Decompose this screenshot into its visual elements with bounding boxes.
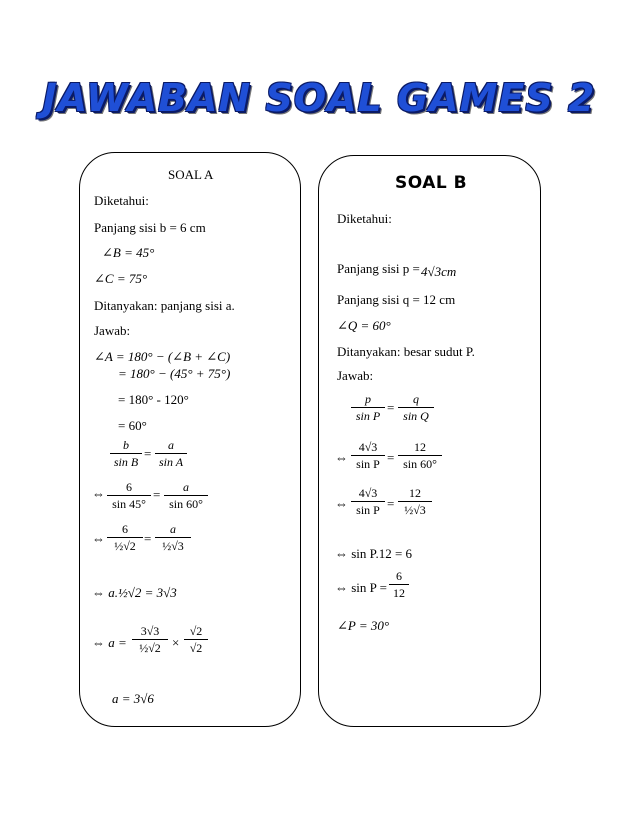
equals-sign: = <box>144 531 152 546</box>
soal-a-angle-c: ∠C = 75° <box>94 271 148 286</box>
soal-b-angle-q: ∠Q = 60° <box>337 318 391 333</box>
soal-b-law2-left: 4√3 sin P <box>351 440 385 471</box>
soal-a-step6-frac1: 3√3 ½√2 <box>132 624 168 655</box>
soal-a-law3-right: a ½√3 <box>155 522 191 553</box>
soal-a-law1-right: a sin A <box>155 438 187 469</box>
soal-b-header: SOAL B <box>395 173 468 193</box>
soal-b-sisi-p-value: 4√3cm <box>421 264 457 279</box>
soal-b-diketahui: Diketahui: <box>337 211 392 226</box>
soal-b-step2-frac: 6 12 <box>389 569 409 600</box>
soal-a-step1: ∠A = 180° − (∠B + ∠C) <box>94 349 231 364</box>
page-title: JAWABAN SOAL GAMES 2 <box>42 76 596 120</box>
equals-sign: = <box>144 446 152 461</box>
equals-sign: = <box>387 450 395 465</box>
soal-a-law2-right: a sin 60° <box>164 480 208 511</box>
soal-a-step2: = 180° − (45° + 75°) <box>118 366 231 381</box>
soal-b-sisi-p-label: Panjang sisi p = <box>337 261 420 276</box>
iff-symbol: ⇔ <box>335 496 348 511</box>
soal-a-law1-left: b sin B <box>110 438 142 469</box>
soal-b-sisi-q: Panjang sisi q = 12 cm <box>337 292 456 307</box>
soal-b-law3-left: 4√3 sin P <box>351 486 385 517</box>
soal-a-step5: ⇔ a.½√2 = 3√3 <box>92 585 177 600</box>
soal-a-jawab: Jawab: <box>94 323 131 338</box>
soal-a-angle-b: ∠B = 45° <box>102 245 155 260</box>
soal-a-header: SOAL A <box>168 167 214 182</box>
soal-a-step6-frac2: √2 √2 <box>184 624 208 655</box>
soal-a-ditanyakan: Ditanyakan: panjang sisi a. <box>94 298 235 313</box>
soal-a-law3-left: 6 ½√2 <box>107 522 143 553</box>
soal-b-jawab: Jawab: <box>337 368 374 383</box>
soal-a-diketahui: Diketahui: <box>94 193 149 208</box>
iff-symbol: ⇔ <box>92 531 105 546</box>
soal-a-law2-left: 6 sin 45° <box>107 480 151 511</box>
soal-a-step4: = 60° <box>118 418 147 433</box>
soal-a-result: a = 3√6 <box>112 691 154 706</box>
equals-sign: = <box>387 400 395 415</box>
times-sign: × <box>172 635 180 650</box>
equals-sign: = <box>387 496 395 511</box>
equals-sign: = <box>153 487 161 502</box>
soal-b-step1: ⇔ sin P.12 = 6 <box>335 546 413 561</box>
soal-b-law2-right: 12 sin 60° <box>398 440 442 471</box>
soal-b-law1-left: p sin P <box>351 392 385 423</box>
soal-a-step3: = 180° - 120° <box>118 392 189 407</box>
soal-b-ditanyakan: Ditanyakan: besar sudut P. <box>337 344 475 359</box>
soal-b-step2-lhs: ⇔ sin P = <box>335 580 387 595</box>
soal-b-card <box>318 155 541 727</box>
iff-symbol: ⇔ <box>92 486 105 501</box>
soal-b-result: ∠P = 30° <box>337 618 390 633</box>
soal-b-law3-right: 12 ½√3 <box>398 486 432 517</box>
iff-symbol: ⇔ <box>335 450 348 465</box>
soal-b-law1-right: q sin Q <box>398 392 434 423</box>
soal-a-step6-lhs: ⇔ a = <box>92 635 127 650</box>
soal-a-card <box>79 152 301 727</box>
soal-a-sisi-b: Panjang sisi b = 6 cm <box>94 220 206 235</box>
